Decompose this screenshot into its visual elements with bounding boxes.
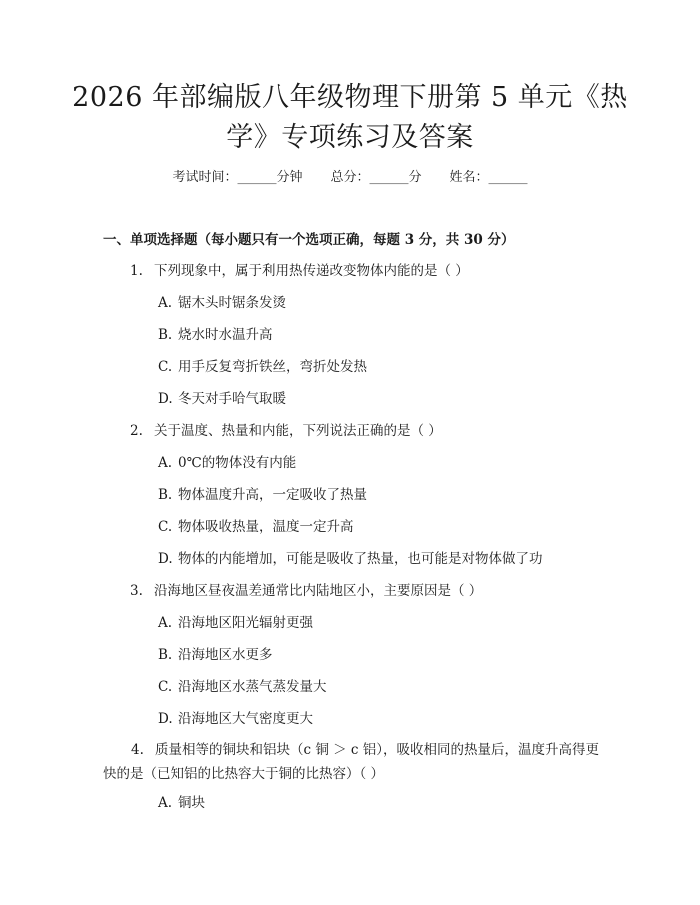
option-text: 物体温度升高，一定吸收了热量	[178, 487, 367, 503]
total-score: 总分：______分	[330, 170, 422, 185]
option-letter: D.	[158, 391, 173, 407]
option-text: 烧水时水温升高	[178, 327, 273, 343]
option-letter: D.	[158, 711, 173, 727]
title-line-1: 2026 年部编版八年级物理下册第 5 单元《热	[72, 82, 628, 113]
option-text: 物体吸收热量，温度一定升高	[178, 519, 354, 535]
document-title	[60, 78, 640, 158]
question-3	[130, 581, 482, 601]
title-line-2: 学》专项练习及答案	[226, 122, 474, 153]
question-2	[130, 421, 442, 441]
question-number: 2.	[130, 423, 143, 439]
option-2b	[158, 485, 367, 505]
option-text: 物体的内能增加，可能是吸收了热量，也可能是对物体做了功	[178, 551, 543, 567]
exam-info	[0, 168, 700, 188]
question-text: 质量相等的铜块和铝块（c 铜 ＞ c 铝），吸收相同的热量后，温度升高得更快的是（已知铝的比热容大于铜的比热容）（ ）	[103, 742, 600, 782]
option-2c	[158, 517, 354, 537]
option-3a	[158, 613, 313, 633]
option-letter: B.	[158, 647, 173, 663]
student-name: 姓名：______	[449, 170, 528, 185]
option-letter: D.	[158, 551, 173, 567]
option-letter: C.	[158, 519, 173, 535]
option-2d	[158, 549, 543, 569]
option-letter: B.	[158, 327, 173, 343]
question-text: 沿海地区昼夜温差通常比内陆地区小，主要原因是（ ）	[154, 583, 483, 599]
option-text: 沿海地区水蒸气蒸发量大	[178, 679, 327, 695]
option-letter: C.	[158, 679, 173, 695]
option-text: 铜块	[178, 795, 205, 811]
option-letter: A.	[158, 455, 173, 471]
question-number: 1.	[130, 263, 143, 279]
option-1a	[158, 293, 286, 313]
question-1	[130, 261, 469, 281]
question-number: 3.	[130, 583, 143, 599]
option-text: 沿海地区水更多	[178, 647, 273, 663]
option-text: 沿海地区阳光辐射更强	[178, 615, 313, 631]
option-text: 锯木头时锯条发烫	[178, 295, 286, 311]
question-text: 下列现象中，属于利用热传递改变物体内能的是（ ）	[154, 263, 469, 279]
option-1c	[158, 357, 367, 377]
option-4a	[158, 793, 205, 813]
option-letter: A.	[158, 295, 173, 311]
exam-time: 考试时间：______分钟	[172, 170, 303, 185]
option-3d	[158, 709, 313, 729]
option-letter: B.	[158, 487, 173, 503]
option-1b	[158, 325, 273, 345]
option-text: 冬天对手哈气取暖	[178, 391, 286, 407]
question-text: 关于温度、热量和内能，下列说法正确的是（ ）	[154, 423, 442, 439]
option-text: 用手反复弯折铁丝，弯折处发热	[178, 359, 367, 375]
question-number: 4.	[131, 742, 144, 758]
option-letter: A.	[158, 615, 173, 631]
option-letter: C.	[158, 359, 173, 375]
option-3c	[158, 677, 327, 697]
option-text: 0℃的物体没有内能	[178, 455, 297, 471]
option-letter: A.	[158, 795, 173, 811]
question-4	[103, 738, 603, 786]
section-heading: 一、单项选择题（每小题只有一个选项正确，每题 3 分，共 30 分）	[103, 232, 515, 248]
option-text: 沿海地区大气密度更大	[178, 711, 313, 727]
option-3b	[158, 645, 273, 665]
option-1d	[158, 389, 286, 409]
option-2a	[158, 453, 296, 473]
